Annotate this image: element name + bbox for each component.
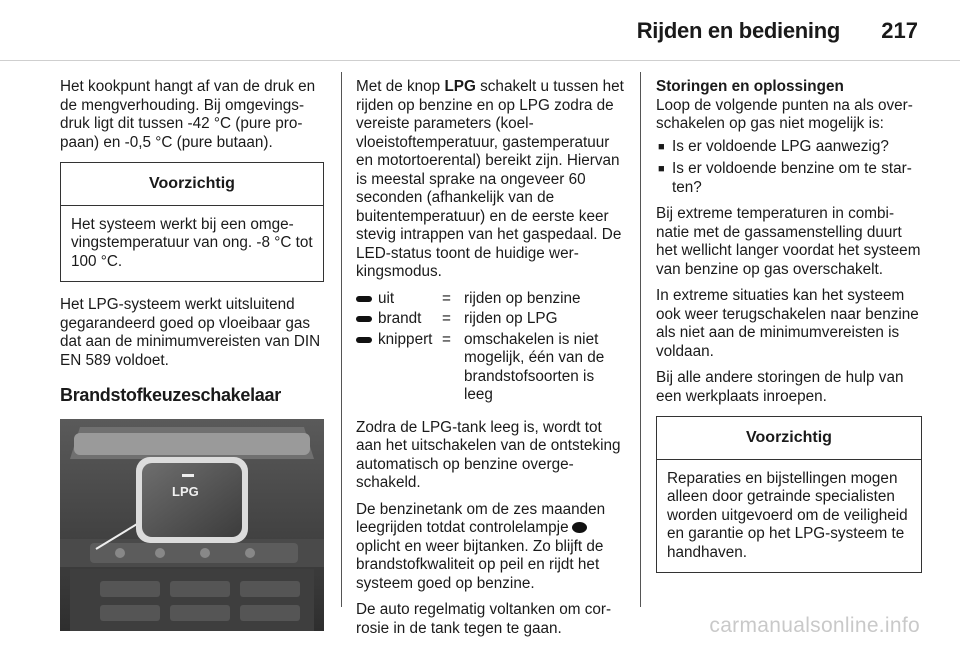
led-status-table — [356, 290, 624, 405]
section-heading-fuel-switch: Brandstofkeuzeschakelaar — [60, 385, 281, 405]
list-item: ■ Is er voldoende LPG aanwezig? — [658, 137, 889, 155]
paragraph-lpg-spec: Het LPG-systeem werkt uitsluitend gegarandeerd goed op vloeibaar gas dat aan de minimumvereisten van DIN EN 589 voldoet. — [60, 296, 321, 369]
led-indicator-icon — [356, 337, 372, 343]
led-indicator-icon — [356, 316, 372, 322]
led-row: uit = rijden op benzine — [356, 290, 624, 309]
fuel-switch-figure — [60, 419, 324, 631]
paragraph-extreme-temps: Bij extreme temperaturen in combinatie met de gassamenstelling duurt het wellicht langer voordat het systeem van benzine op gas overschakelt. — [656, 205, 921, 278]
column-right — [656, 78, 922, 587]
dashboard-illustration — [60, 419, 324, 631]
caution-title: Voorzichtig — [61, 163, 323, 206]
paragraph-petrol-tank: De benzinetank om de zes maanden leegrijden totdat controlelampje oplicht en weer bijtanken. Zo blijft de brandstofkwaliteit op peil en rijdt het systeem goed op benzine. — [356, 500, 606, 592]
heading-troubleshooting: Storingen en oplossingen — [656, 78, 844, 95]
paragraph-boiling-point: Het kookpunt hangt af van de druk en de mengverhouding. Bij omgevingsdruk ligt dit tussen -42 °C (pure propaan) en -0,5 °C (pure butaan). — [60, 78, 316, 151]
column-middle — [356, 78, 624, 646]
bullet-square-icon: ■ — [658, 140, 665, 153]
paragraph-checklist-intro: Loop de volgende punten na als overschakelen op gas niet mogelijk is: — [656, 96, 913, 132]
caution-body: Reparaties en bijstellingen mogen alleen door getrainde specialisten worden uitgevoerd om de veiligheid en garantie op het LPG-systeem te handhaven. — [667, 469, 908, 561]
column-left — [60, 78, 324, 631]
header-divider — [0, 60, 960, 61]
page-header — [0, 0, 960, 60]
chapter-title: Rijden en bediening — [636, 18, 840, 43]
paragraph-lpg-button: Met de knop LPG schakelt u tussen het rijden op benzine en op LPG zodra de vereiste parameters (koelvloeistoftemperatuur, gastemperatuur en motortoerental) bereikt zijn. Hiervan is meestal sprake na ongeveer 60 seconden (afhankelijk van de buitentemperatuur) en de eerste keer stevig intrappen van het gaspedaal. De LED-status toont de huidige werkingsmodus. — [356, 78, 624, 280]
bullet-square-icon: ■ — [658, 163, 665, 175]
fuel-warning-lamp-icon — [572, 522, 587, 533]
lpg-keyword: LPG — [444, 78, 476, 95]
led-row: knippert = omschakelen is niet mogelijk, één van de brandstofsoorten is leeg — [356, 331, 624, 405]
list-item: ■ Is er voldoende benzine om te starten? — [658, 160, 912, 196]
caution-title: Voorzichtig — [657, 417, 921, 460]
paragraph-workshop: Bij alle andere storingen de hulp van een werkplaats inroepen. — [656, 369, 904, 405]
column-divider-1 — [341, 72, 342, 607]
watermark: carmanualsonline.info — [709, 614, 920, 637]
paragraph-tank-empty: Zodra de LPG-tank leeg is, wordt tot aan het uitschakelen van de ontsteking automatisch op benzine overgeschakeld. — [356, 418, 621, 491]
paragraph-extreme-situations: In extreme situaties kan het systeem ook weer terugschakelen naar benzine als niet aan de minimumvereisten is voldaan. — [656, 287, 919, 360]
lpg-button-label: LPG — [172, 483, 199, 499]
led-indicator-icon — [356, 296, 372, 302]
caution-box-temperature — [60, 162, 324, 282]
paragraph-refuel: De auto regelmatig voltanken om corrosie in de tank tegen te gaan. — [356, 601, 612, 637]
page-number: 217 — [881, 18, 918, 43]
column-divider-2 — [640, 72, 641, 607]
led-row: brandt = rijden op LPG — [356, 310, 624, 329]
caution-body: Het systeem werkt bij een omgevingstemperatuur van ong. -8 °C tot 100 °C. — [71, 215, 313, 270]
caution-box-repairs — [656, 416, 922, 573]
